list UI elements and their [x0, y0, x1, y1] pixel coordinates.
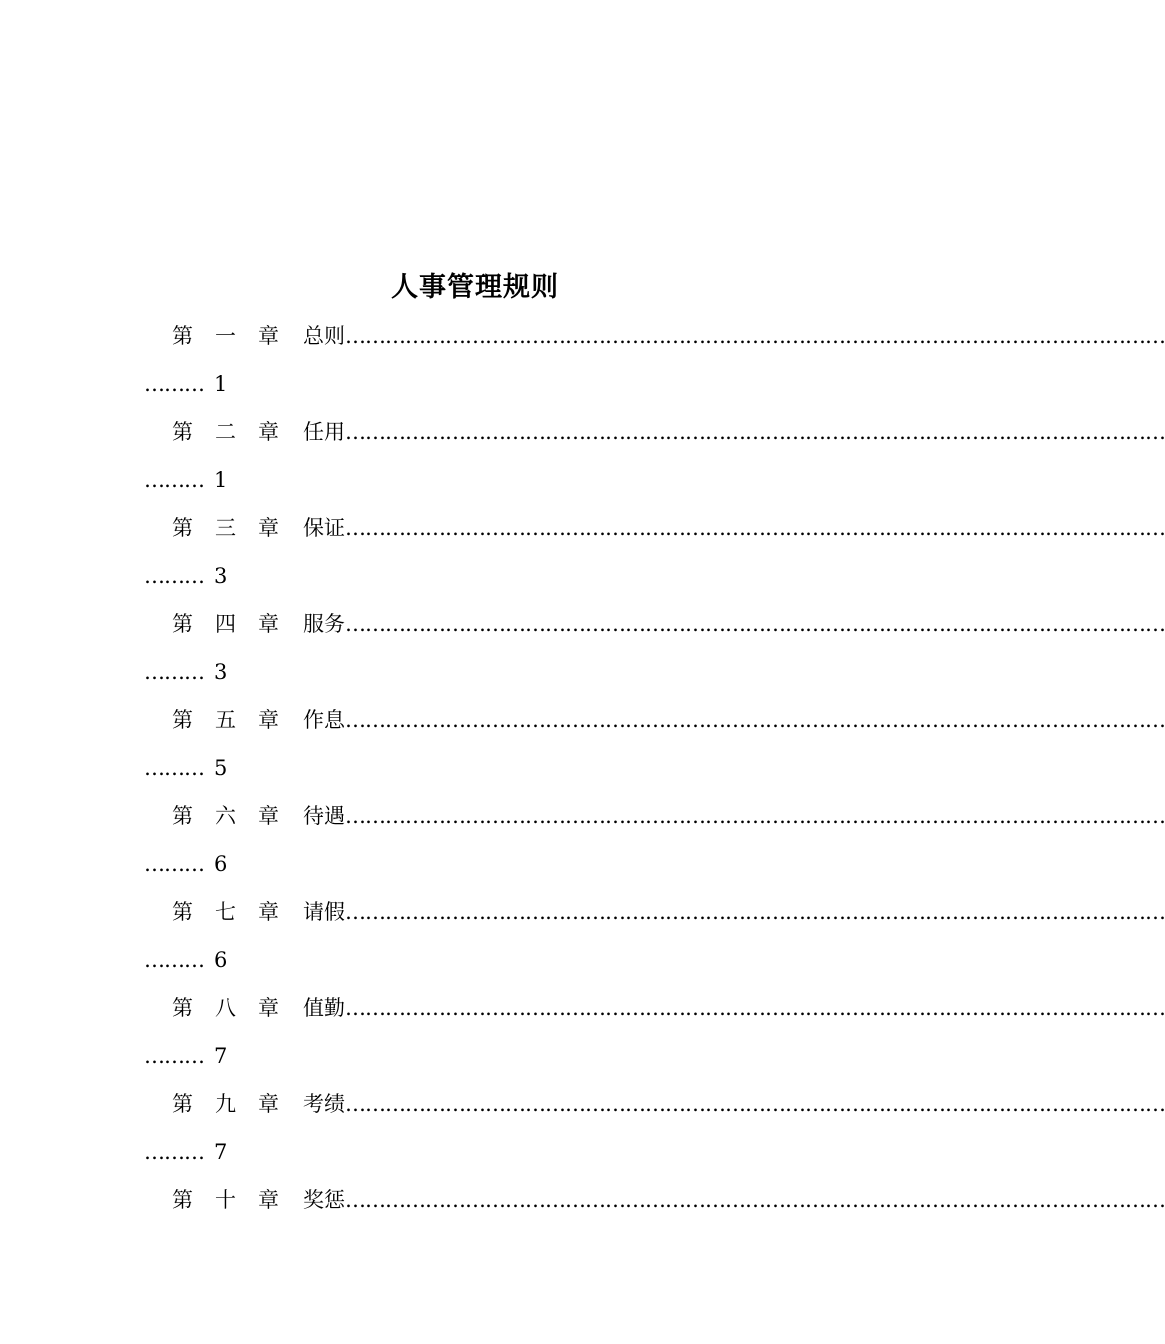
dot-leader: ……… — [144, 660, 204, 684]
toc-entry-continuation — [144, 744, 344, 792]
dot-leader: …………………………………………………………………………………………………………… — [345, 708, 1165, 732]
toc-entry-continuation — [144, 360, 344, 408]
chapter-ordinal: 二 — [215, 420, 236, 444]
chapter-prefix: 第 — [172, 324, 193, 348]
chapter-label — [172, 984, 279, 1032]
page-number: 3 — [214, 564, 228, 588]
chapter-ordinal: 十 — [215, 1188, 236, 1212]
dot-leader: …………………………………………………………………………………………………………… — [345, 900, 1165, 924]
dot-leader: …………………………………………………………………………………………………………… — [345, 612, 1165, 636]
toc-entry-continuation — [144, 840, 344, 888]
chapter-prefix: 第 — [172, 1188, 193, 1212]
chapter-title: 待遇 — [303, 804, 345, 828]
toc-entry[interactable] — [172, 1080, 1165, 1128]
toc-entry[interactable] — [172, 408, 1165, 456]
chapter-title: 总则 — [303, 324, 345, 348]
toc-entry[interactable] — [172, 792, 1165, 840]
page-number: 7 — [214, 1140, 228, 1164]
toc-entry-continuation — [144, 552, 344, 600]
chapter-label — [172, 312, 279, 360]
chapter-suffix: 章 — [258, 516, 279, 540]
chapter-suffix: 章 — [258, 1188, 279, 1212]
chapter-ordinal: 六 — [215, 804, 236, 828]
dot-leader: …………………………………………………………………………………………………………… — [345, 1092, 1165, 1116]
chapter-ordinal: 四 — [215, 612, 236, 636]
chapter-label — [172, 792, 279, 840]
toc-entry[interactable] — [172, 888, 1165, 936]
chapter-ordinal: 一 — [215, 324, 236, 348]
chapter-suffix: 章 — [258, 324, 279, 348]
chapter-ordinal: 七 — [215, 900, 236, 924]
chapter-label — [172, 696, 279, 744]
chapter-title: 作息 — [303, 708, 345, 732]
chapter-title: 服务 — [303, 612, 345, 636]
toc-entry[interactable] — [172, 312, 1165, 360]
dot-leader: ……… — [144, 756, 204, 780]
dot-leader: …………………………………………………………………………………………………………… — [345, 420, 1165, 444]
chapter-ordinal: 九 — [215, 1092, 236, 1116]
chapter-label — [172, 888, 279, 936]
page-number: 5 — [214, 756, 228, 780]
toc-entry[interactable] — [172, 600, 1165, 648]
toc-entry-continuation — [144, 456, 344, 504]
chapter-label — [172, 600, 279, 648]
chapter-prefix: 第 — [172, 516, 193, 540]
chapter-ordinal: 三 — [215, 516, 236, 540]
chapter-prefix: 第 — [172, 804, 193, 828]
dot-leader: ……… — [144, 372, 204, 396]
chapter-suffix: 章 — [258, 996, 279, 1020]
chapter-title: 任用 — [303, 420, 345, 444]
dot-leader: ……… — [144, 1044, 204, 1068]
dot-leader: ……… — [144, 564, 204, 588]
chapter-ordinal: 五 — [215, 708, 236, 732]
dot-leader: …………………………………………………………………………………………………………… — [345, 996, 1165, 1020]
chapter-prefix: 第 — [172, 420, 193, 444]
dot-leader: ……… — [144, 1140, 204, 1164]
dot-leader: ……… — [144, 852, 204, 876]
chapter-label — [172, 1080, 279, 1128]
toc-entry-continuation — [144, 648, 344, 696]
dot-leader: …………………………………………………………………………………………………………… — [345, 324, 1165, 348]
toc-entry[interactable] — [172, 1176, 1165, 1224]
chapter-suffix: 章 — [258, 420, 279, 444]
chapter-label — [172, 408, 279, 456]
page-number: 6 — [214, 852, 228, 876]
chapter-prefix: 第 — [172, 996, 193, 1020]
chapter-suffix: 章 — [258, 804, 279, 828]
chapter-title: 保证 — [303, 516, 345, 540]
page-number: 6 — [214, 948, 228, 972]
chapter-ordinal: 八 — [215, 996, 236, 1020]
chapter-title: 请假 — [303, 900, 345, 924]
chapter-prefix: 第 — [172, 708, 193, 732]
dot-leader: …………………………………………………………………………………………………………… — [345, 516, 1165, 540]
page-number: 3 — [214, 660, 228, 684]
document-title: 人事管理规则 — [391, 272, 559, 303]
chapter-title: 值勤 — [303, 996, 345, 1020]
toc-entry[interactable] — [172, 984, 1165, 1032]
dot-leader: …………………………………………………………………………………………………………… — [345, 804, 1165, 828]
dot-leader: …………………………………………………………………………………………………………… — [345, 1188, 1165, 1212]
chapter-label — [172, 1176, 279, 1224]
page-number: 1 — [214, 468, 228, 492]
dot-leader: ……… — [144, 468, 204, 492]
page-number: 7 — [214, 1044, 228, 1068]
chapter-title: 奖惩 — [303, 1188, 345, 1212]
chapter-title: 考绩 — [303, 1092, 345, 1116]
chapter-label — [172, 504, 279, 552]
chapter-suffix: 章 — [258, 708, 279, 732]
chapter-suffix: 章 — [258, 900, 279, 924]
chapter-suffix: 章 — [258, 612, 279, 636]
chapter-suffix: 章 — [258, 1092, 279, 1116]
page-number: 1 — [214, 372, 228, 396]
dot-leader: ……… — [144, 948, 204, 972]
toc-entry[interactable] — [172, 504, 1165, 552]
toc-entry-continuation — [144, 1128, 344, 1176]
toc-entry-continuation — [144, 1032, 344, 1080]
chapter-prefix: 第 — [172, 1092, 193, 1116]
chapter-prefix: 第 — [172, 612, 193, 636]
chapter-prefix: 第 — [172, 900, 193, 924]
toc-entry-continuation — [144, 936, 344, 984]
toc-entry[interactable] — [172, 696, 1165, 744]
